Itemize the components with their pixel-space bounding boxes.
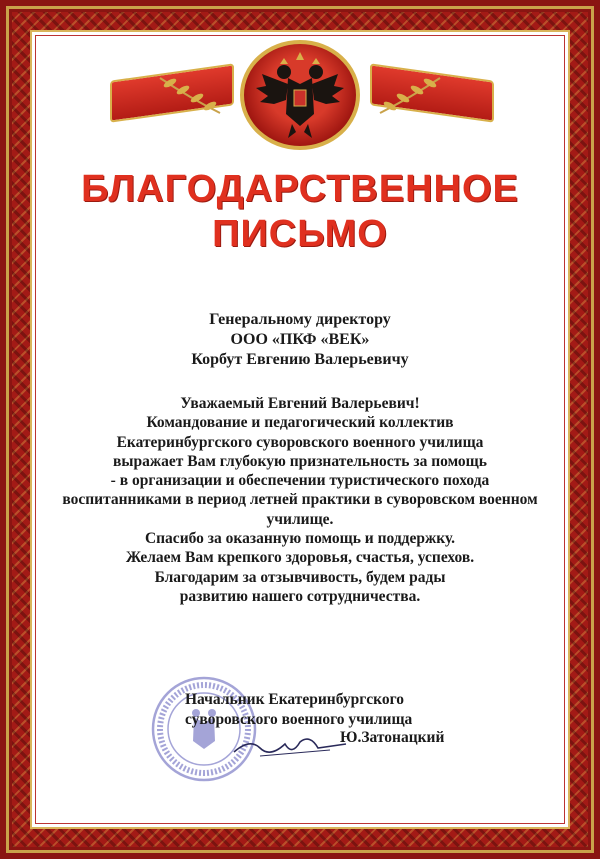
signatory-title-line: Начальник Екатеринбургского bbox=[185, 691, 405, 708]
body-line: воспитанниками в период летней практики в суворовском военном bbox=[62, 491, 538, 509]
letter-body bbox=[40, 394, 560, 606]
addressee-block bbox=[30, 310, 570, 370]
greeting: Уважаемый Евгений Валерьевич! bbox=[180, 395, 420, 412]
body-line: выражает Вам глубокую признательность за помощь bbox=[113, 452, 487, 470]
addressee-line: Корбут Евгению Валерьевичу bbox=[191, 351, 409, 368]
double-headed-eagle-icon bbox=[244, 44, 356, 146]
laurel-left-icon bbox=[155, 68, 225, 118]
signatory-name: Ю.Затонацкий bbox=[340, 729, 445, 746]
handwritten-signature bbox=[230, 730, 350, 760]
body-line: развитию нашего сотрудничества. bbox=[179, 587, 421, 605]
laurel-right-icon bbox=[375, 68, 445, 118]
body-line: Благодарим за отзывчивость, будем рады bbox=[154, 568, 446, 586]
body-line: - в организации и обеспечении туристического похода bbox=[110, 472, 490, 490]
body-line: училище. bbox=[266, 510, 334, 528]
emblem-medallion bbox=[240, 40, 360, 150]
body-line: Желаем Вам крепкого здоровья, счастья, успехов. bbox=[125, 549, 475, 567]
body-line: Екатеринбургского суворовского военного училища bbox=[116, 433, 484, 451]
signatory-title-line: суворовского военного училища bbox=[185, 710, 413, 728]
header-emblem bbox=[0, 30, 600, 150]
body-line: Командование и педагогический коллектив bbox=[146, 414, 454, 432]
title-line-1: БЛАГОДАРСТВЕННОЕ bbox=[81, 168, 519, 210]
addressee-line: ООО «ПКФ «ВЕК» bbox=[230, 331, 370, 348]
body-line: Спасибо за оказанную помощь и поддержку. bbox=[144, 530, 456, 548]
addressee-line: Генеральному директору bbox=[209, 311, 391, 328]
title-line-2: ПИСЬМО bbox=[212, 213, 388, 255]
signatory-block bbox=[185, 690, 485, 729]
